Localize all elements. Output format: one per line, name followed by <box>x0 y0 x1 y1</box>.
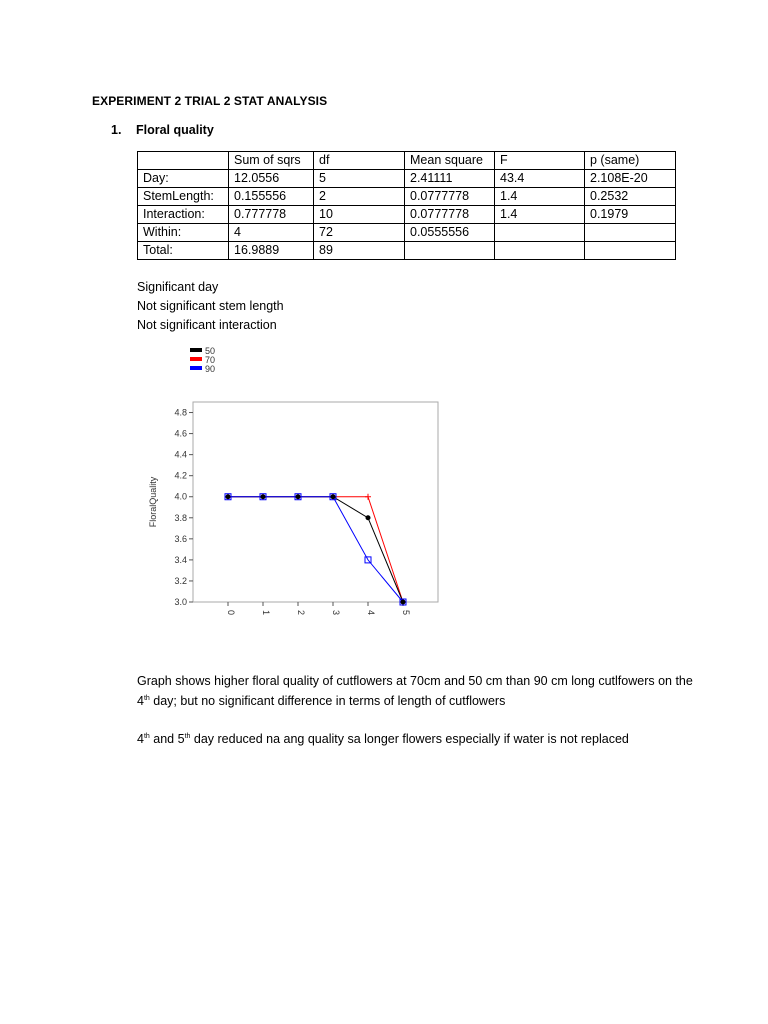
data-point-50 <box>401 600 406 605</box>
legend-swatch-70 <box>190 357 202 361</box>
series-line-90 <box>228 497 403 602</box>
x-tick-label: 5 <box>401 610 411 616</box>
x-tick-label: 0 <box>226 610 236 616</box>
table-row <box>138 242 676 260</box>
table-header-cell: p (same) <box>585 152 676 170</box>
x-tick-label: 1 <box>261 610 271 616</box>
table-cell: 12.0556 <box>229 170 314 188</box>
floral-quality-chart <box>140 340 450 630</box>
table-cell: 0.155556 <box>229 188 314 206</box>
series-line-70 <box>228 497 403 602</box>
table-cell: 0.0777778 <box>405 206 495 224</box>
legend-label-50: 50 <box>205 346 216 356</box>
table-cell: 89 <box>314 242 405 260</box>
legend-label-90: 90 <box>205 364 216 374</box>
section-heading <box>111 123 214 137</box>
data-point-70 <box>365 494 371 500</box>
table-header-cell: F <box>495 152 585 170</box>
data-point-50 <box>331 494 336 499</box>
chart-series <box>225 494 406 605</box>
table-row <box>138 206 676 224</box>
table-cell <box>405 242 495 260</box>
data-point-50 <box>296 494 301 499</box>
table-cell: 1.4 <box>495 206 585 224</box>
plot-frame <box>193 402 438 602</box>
table-cell: 0.1979 <box>585 206 676 224</box>
y-tick-label: 4.8 <box>174 407 187 418</box>
y-axis-label: FloralQuality <box>148 476 158 528</box>
table-cell: 2.41111 <box>405 170 495 188</box>
table-cell: Total: <box>138 242 229 260</box>
y-axis <box>174 408 193 607</box>
superscript: th <box>184 732 191 740</box>
superscript: th <box>143 694 150 702</box>
data-point-50 <box>226 494 231 499</box>
y-tick-label: 4.4 <box>174 449 187 460</box>
table-cell: 5 <box>314 170 405 188</box>
y-tick-label: 3.2 <box>174 575 187 586</box>
x-axis <box>226 602 411 615</box>
y-tick-label: 3.4 <box>174 554 187 565</box>
x-tick-label: 4 <box>366 610 376 616</box>
table-cell: 4 <box>229 224 314 242</box>
x-tick-label: 2 <box>296 610 306 616</box>
table-cell: 0.777778 <box>229 206 314 224</box>
table-cell: 2 <box>314 188 405 206</box>
section-number: 1. <box>111 123 122 137</box>
table-cell: 0.2532 <box>585 188 676 206</box>
table-row <box>138 224 676 242</box>
table-cell: 2.108E-20 <box>585 170 676 188</box>
y-tick-label: 4.2 <box>174 470 187 481</box>
paragraph-text: day; but no significant difference in terms of length of cutflowers <box>149 694 506 708</box>
table-cell <box>585 242 676 260</box>
table-row <box>138 170 676 188</box>
table-cell: 0.0555556 <box>405 224 495 242</box>
table-cell: 16.9889 <box>229 242 314 260</box>
section-title: Floral quality <box>136 123 214 137</box>
paragraph-quality-note <box>137 729 697 749</box>
summary-line-stem-length: Not significant stem length <box>137 299 284 313</box>
y-tick-label: 4.6 <box>174 428 187 439</box>
summary-line-day: Significant day <box>137 280 219 294</box>
table-cell: Interaction: <box>138 206 229 224</box>
legend-label-70: 70 <box>205 355 216 365</box>
y-tick-label: 3.8 <box>174 512 187 523</box>
table-header-cell: Mean square <box>405 152 495 170</box>
table-cell: 72 <box>314 224 405 242</box>
x-tick-label: 3 <box>331 610 341 616</box>
table-cell: Within: <box>138 224 229 242</box>
table-header-row <box>138 152 676 170</box>
table-cell: 0.0777778 <box>405 188 495 206</box>
series-line-50 <box>228 497 403 602</box>
superscript: th <box>143 732 150 740</box>
summary-line-interaction: Not significant interaction <box>137 318 277 332</box>
paragraph-graph-interpretation <box>137 671 697 711</box>
anova-table <box>137 151 676 260</box>
chart-legend <box>190 346 215 374</box>
y-tick-label: 4.0 <box>174 491 187 502</box>
table-cell <box>495 242 585 260</box>
y-tick-label: 3.6 <box>174 533 187 544</box>
y-tick-label: 3.0 <box>174 597 187 607</box>
table-cell: 10 <box>314 206 405 224</box>
legend-swatch-90 <box>190 366 202 370</box>
legend-swatch-50 <box>190 348 202 352</box>
table-cell: 43.4 <box>495 170 585 188</box>
paragraph-text: Graph shows higher floral quality of cutflowers at 70cm and 50 cm than 90 cm long cutlfowers on the 4 <box>137 674 693 708</box>
table-cell: StemLength: <box>138 188 229 206</box>
table-cell: Day: <box>138 170 229 188</box>
data-point-50 <box>261 494 266 499</box>
data-point-50 <box>366 515 371 520</box>
table-row <box>138 188 676 206</box>
table-cell <box>495 224 585 242</box>
table-header-cell: Sum of sqrs <box>229 152 314 170</box>
table-cell: 1.4 <box>495 188 585 206</box>
paragraph-text: 4 <box>137 732 144 746</box>
table-cell <box>585 224 676 242</box>
paragraph-text: and 5 <box>149 732 185 746</box>
table-header-cell: df <box>314 152 405 170</box>
table-cell <box>138 152 229 170</box>
document-title: EXPERIMENT 2 TRIAL 2 STAT ANALYSIS <box>92 94 328 108</box>
paragraph-text: day reduced na ang quality sa longer flowers especially if water is not replaced <box>190 732 629 746</box>
